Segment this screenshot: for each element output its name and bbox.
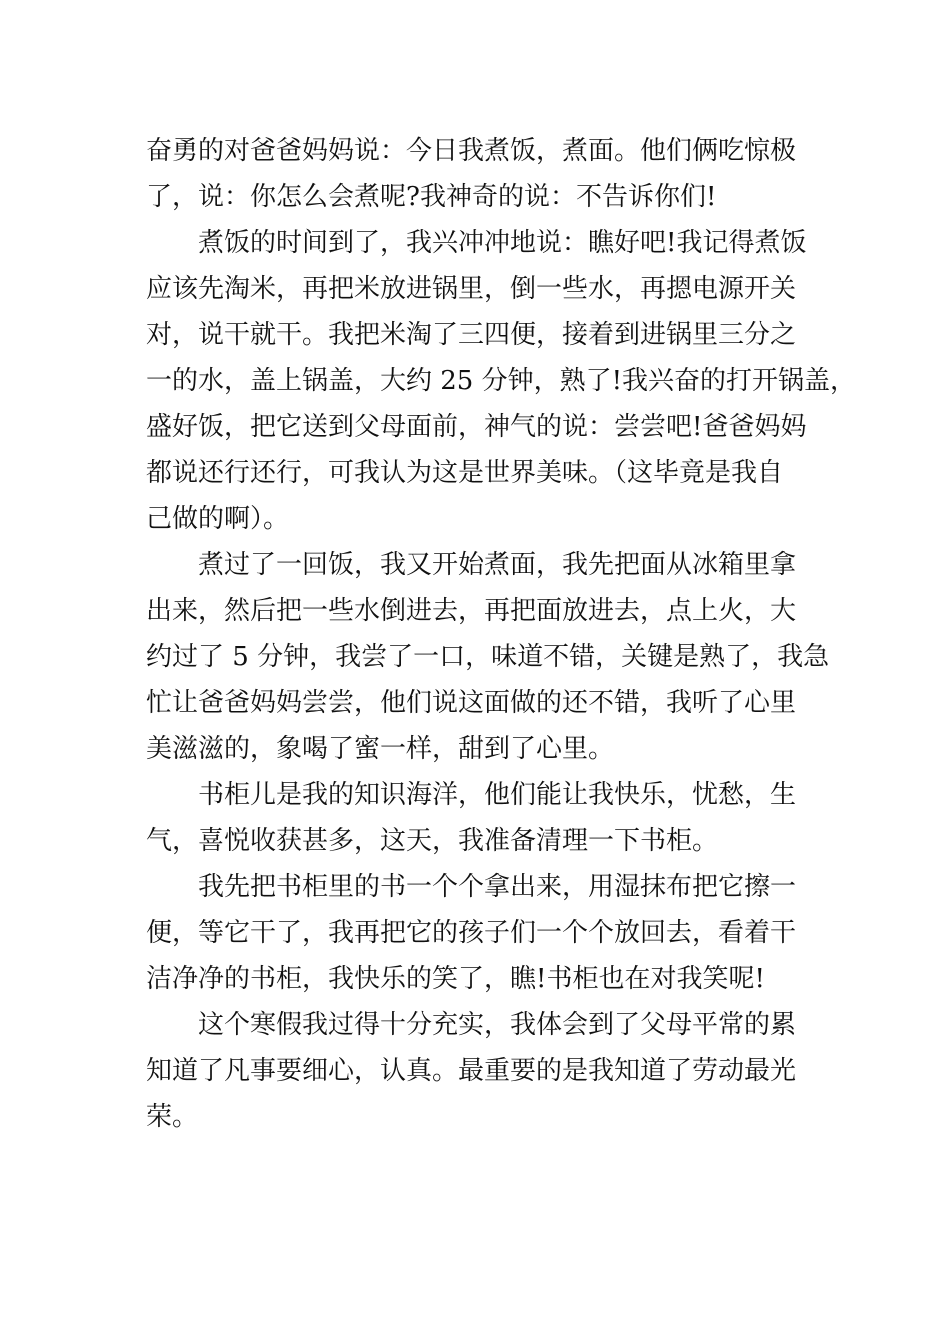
text-line: 一的水，盖上锅盖，大约 25 分钟，熟了!我兴奋的打开锅盖，: [146, 366, 857, 396]
text-line: 知道了凡事要细心，认真。最重要的是我知道了劳动最光: [146, 1056, 797, 1086]
paragraph-first-line: 这个寒假我过得十分充实，我体会到了父母平常的累: [198, 1010, 797, 1040]
text-line: 都说还行还行，可我认为这是世界美味。（这毕竟是我自: [146, 458, 784, 488]
text-line: 约过了 5 分钟，我尝了一口，味道不错，关键是熟了，我急: [146, 642, 830, 672]
text-line: 盛好饭，把它送到父母面前，神气的说：尝尝吧!爸爸妈妈: [146, 412, 807, 442]
paragraph-first-line: 煮过了一回饭，我又开始煮面，我先把面从冰箱里拿: [198, 550, 797, 580]
text-line: 出来，然后把一些水倒进去，再把面放进去，点上火，大: [146, 596, 797, 626]
paragraph-first-line: 书柜儿是我的知识海洋，他们能让我快乐，忧愁，生: [198, 780, 797, 810]
text-line: 洁净净的书柜，我快乐的笑了，瞧!书柜也在对我笑呢!: [146, 964, 765, 994]
paragraph-first-line: 煮饭的时间到了，我兴冲冲地说：瞧好吧!我记得煮饭: [198, 228, 807, 258]
text-line: 荣。: [146, 1102, 199, 1132]
text-line: 了，说：你怎么会煮呢?我神奇的说：不告诉你们!: [146, 182, 717, 212]
text-line: 忙让爸爸妈妈尝尝，他们说这面做的还不错，我听了心里: [146, 688, 797, 718]
text-line: 应该先淘米，再把米放进锅里，倒一些水，再摁电源开关: [146, 274, 797, 304]
text-line: 对，说干就干。我把米淘了三四便，接着到进锅里三分之: [146, 320, 797, 350]
text-line: 便，等它干了，我再把它的孩子们一个个放回去，看着干: [146, 918, 797, 948]
text-line: 己做的啊）。: [146, 504, 290, 534]
paragraph-first-line: 我先把书柜里的书一个个拿出来，用湿抹布把它擦一: [198, 872, 797, 902]
text-line: 美滋滋的，象喝了蜜一样，甜到了心里。: [146, 734, 615, 764]
document-body: [146, 128, 857, 1140]
text-line: 奋勇的对爸爸妈妈说：今日我煮饭，煮面。他们俩吃惊极: [146, 136, 797, 166]
text-line: 气，喜悦收获甚多，这天，我准备清理一下书柜。: [146, 826, 719, 856]
